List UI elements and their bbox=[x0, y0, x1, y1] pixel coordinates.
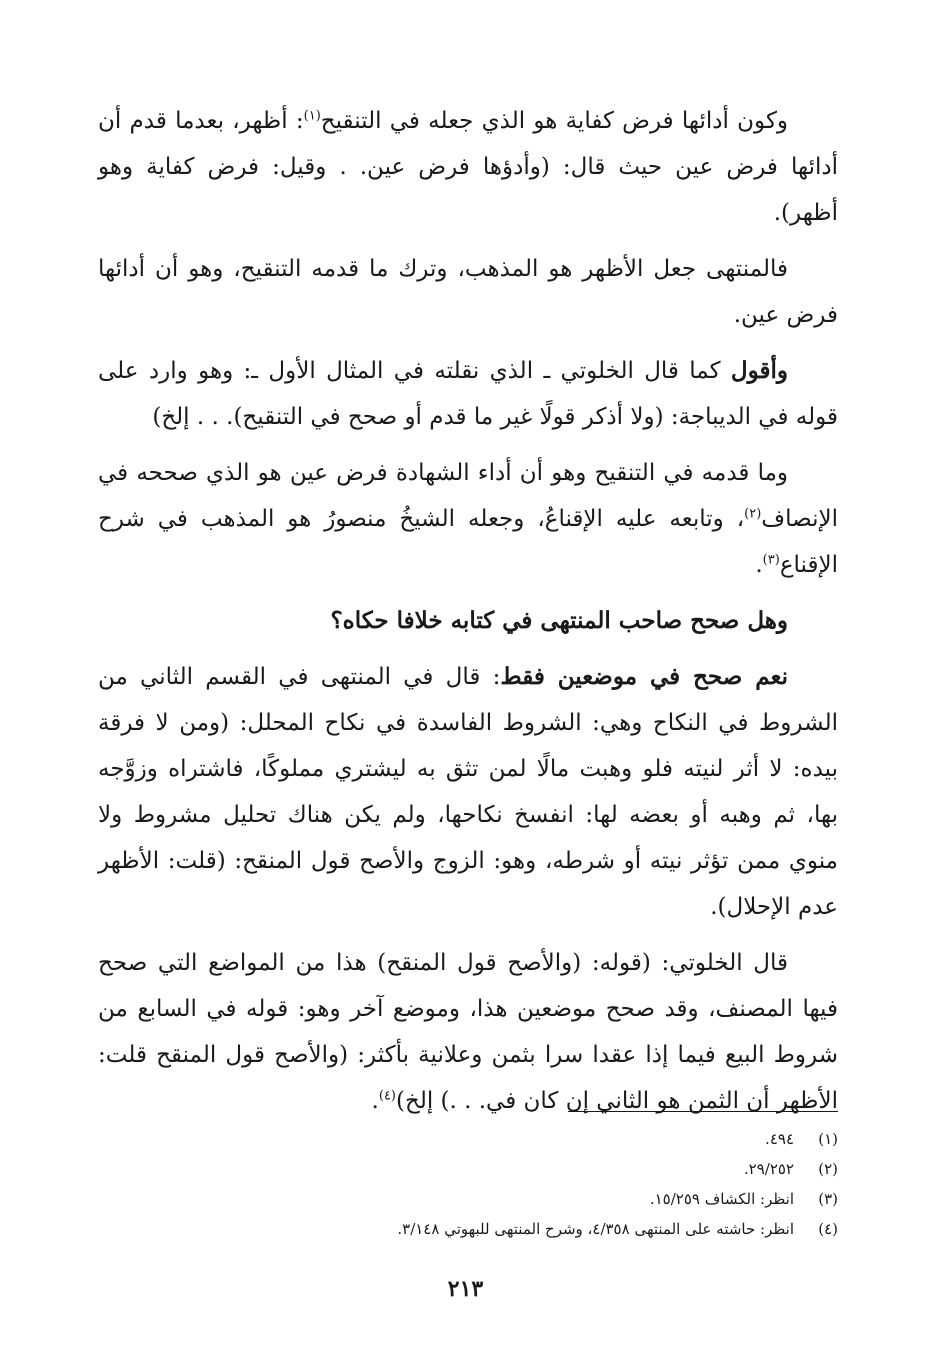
page-number: ٢١٣ bbox=[447, 1276, 484, 1302]
footnote-text: انظر: حاشته على المنتهى ٤/٣٥٨، وشرح المنتهى للبهوتي ٣/١٤٨. bbox=[397, 1220, 794, 1238]
footnote-ref[interactable]: (٢) bbox=[744, 506, 762, 522]
question-heading bbox=[98, 598, 838, 644]
footnote-1 bbox=[200, 1124, 838, 1154]
paragraph-1 bbox=[98, 98, 838, 236]
main-text bbox=[98, 98, 838, 1134]
footnote-4 bbox=[200, 1214, 838, 1244]
footnote-ref[interactable]: (١) bbox=[303, 108, 321, 124]
footnote-2 bbox=[200, 1154, 838, 1184]
footnote-ref[interactable]: (٤) bbox=[378, 1088, 396, 1104]
paragraph-text: : قال في المنتهى في القسم الثاني من الشروط في النكاح وهي: الشروط الفاسدة في نكاح المحلل: (ومن لا فرقة بيده: لا أثر لنيته فلو وهبت مالًا لمن تثق به ليشتري مملوكًا، فاشتراه وزوَّجه بها، ثم وهبه أو بعضه لها: انفسخ نكاحها، ولم يكن هناك تحليل مشروط ولا منوي ممن تؤثر نيته أو شرطه، وهو: الزوج والأصح قول المنقح: (قلت: الأظهر عدم الإحلال). bbox=[98, 664, 838, 920]
paragraph-2 bbox=[98, 246, 838, 338]
paragraph-text: وما قدمه في التنقيح وهو أن أداء الشهادة فرض عين هو الذي صححه في الإنصاف bbox=[98, 460, 838, 532]
footnote-3 bbox=[200, 1184, 838, 1214]
footnote-text: ٢٩/٢٥٢. bbox=[743, 1160, 794, 1178]
paragraph-4 bbox=[98, 450, 838, 588]
paragraph-text: قال الخلوتي: (قوله: (والأصح قول المنقح) هذا من المواضع التي صحح فيها المصنف، وقد صحح موضعين هذا، وموضع آخر وهو: قوله في السابع من شروط البيع فيما إذا عقدا سرا بثمن وعلانية بأكثر: (والأصح قول المنقح قلت: الأظهر أن الثمن هو الثاني إن كان في. . .) إلخ) bbox=[98, 950, 838, 1114]
footnote-number: (٣) bbox=[818, 1190, 838, 1208]
paragraph-3 bbox=[98, 348, 838, 440]
footnote-divider bbox=[568, 1111, 838, 1112]
footnote-text: انظر: الكشاف ١٥/٢٥٩. bbox=[649, 1190, 794, 1208]
paragraph-text: . bbox=[371, 1088, 379, 1114]
footnote-number: (٢) bbox=[818, 1160, 838, 1178]
footnote-number: (٤) bbox=[818, 1220, 838, 1238]
question-text: وهل صحح صاحب المنتهى في كتابه خلافا حكاه؟ bbox=[330, 607, 788, 634]
paragraph-text: كما قال الخلوتي ـ الذي نقلته في المثال الأول ـ: وهو وارد على قوله في الديباجة: (ولا أذكر قولًا غير ما قدم أو صحح في التنقيح). . . إلخ) bbox=[98, 358, 838, 430]
paragraph-6 bbox=[98, 654, 838, 930]
paragraph-text: ، وتابعه عليه الإقناعُ، وجعله الشيخُ منصورُ هو المذهب في شرح الإقناع bbox=[98, 506, 838, 578]
lead-phrase: نعم صحح في موضعين فقط bbox=[500, 663, 788, 690]
paragraph-text: وكون أدائها فرض كفاية هو الذي جعله في التنقيح bbox=[320, 108, 788, 134]
paragraph-text: : أظهر، بعدما قدم أن أدائها فرض عين حيث قال: (وأدؤها فرض عين. . وقيل: فرض كفاية وهو أظهر). bbox=[98, 108, 838, 226]
footnotes bbox=[200, 1124, 838, 1244]
paragraph-text: . bbox=[755, 552, 763, 578]
paragraph-7 bbox=[98, 940, 838, 1124]
paragraph-text: فالمنتهى جعل الأظهر هو المذهب، وترك ما قدمه التنقيح، وهو أن أدائها فرض عين. bbox=[98, 256, 838, 328]
footnote-text: ٤٩٤. bbox=[765, 1130, 794, 1148]
footnote-number: (١) bbox=[818, 1130, 838, 1148]
footnote-ref[interactable]: (٣) bbox=[762, 552, 780, 568]
lead-word: وأقول bbox=[730, 357, 788, 384]
